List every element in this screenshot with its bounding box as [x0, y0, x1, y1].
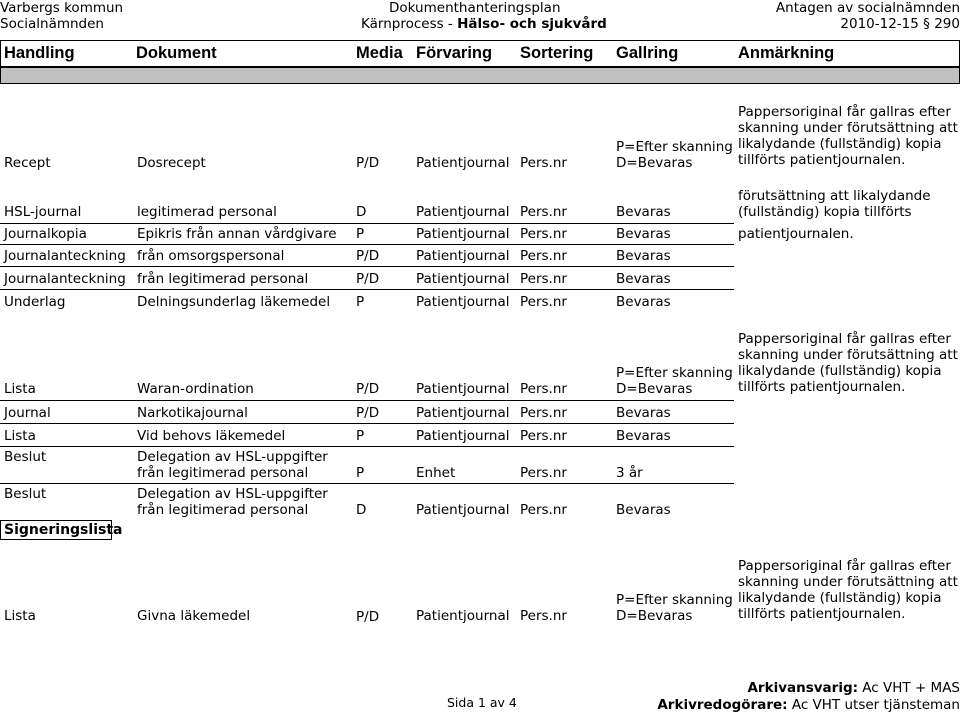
table-row-handling: Journalanteckning	[4, 248, 126, 264]
table-row-dokument: Delegation av HSL-uppgifter	[137, 486, 328, 502]
table-row-sortering: Pers.nr	[520, 381, 567, 397]
table-row-dokument: från omsorgspersonal	[137, 248, 285, 264]
table-row-sortering: Pers.nr	[520, 502, 567, 518]
table-row-dokument: Delegation av HSL-uppgifter	[137, 449, 328, 465]
doc-title: Dokumenthanteringsplan	[389, 0, 561, 16]
section-bar	[0, 67, 960, 84]
section-heading: Signeringslista	[4, 522, 123, 538]
table-row-dokument: Delningsunderlag läkemedel	[137, 294, 331, 310]
row-divider	[0, 223, 734, 224]
note-line: förutsättning att likalydande	[738, 188, 931, 204]
table-row-media: P/D	[356, 381, 380, 397]
table-row-media: P/D	[356, 248, 380, 264]
note-line: (fullständig) kopia tillförts	[738, 204, 912, 220]
table-row-sortering: Pers.nr	[520, 204, 567, 220]
table-row-media: P/D	[356, 609, 380, 625]
row-divider	[0, 244, 734, 245]
row-divider	[0, 266, 734, 267]
table-row-gallring: D=Bevaras	[616, 608, 693, 624]
table-row-dokument: Dosrecept	[137, 155, 206, 171]
table-row-handling: Journalanteckning	[4, 271, 126, 287]
note-line: skanning under förutsättning att	[738, 347, 958, 363]
table-row-gallring: Bevaras	[616, 226, 671, 242]
table-row-forvaring: Patientjournal	[416, 608, 510, 624]
table-row-sortering: Pers.nr	[520, 465, 567, 481]
table-row-forvaring: Patientjournal	[416, 294, 510, 310]
table-row-dokument: Narkotikajournal	[137, 405, 248, 421]
reporter-value: Ac VHT utser tjänsteman	[787, 697, 960, 713]
col-dokument: Dokument	[136, 44, 217, 62]
table-row-gallring: Bevaras	[616, 428, 671, 444]
section-number: 290	[934, 16, 960, 32]
table-row-media: P/D	[356, 155, 380, 171]
table-row-sortering: Pers.nr	[520, 226, 567, 242]
note-line: tillförts patientjournalen.	[738, 606, 906, 622]
table-row-forvaring: Enhet	[416, 465, 456, 481]
table-row-gallring: 3 år	[616, 465, 643, 481]
process-title	[361, 16, 607, 32]
table-row-media: D	[356, 502, 367, 518]
table-row-forvaring: Patientjournal	[416, 271, 510, 287]
table-row-dokument: Vid behovs läkemedel	[137, 428, 286, 444]
table-row-gallring: Bevaras	[616, 271, 671, 287]
table-row-handling: Lista	[4, 608, 36, 624]
table-row-media: P	[356, 428, 365, 444]
table-row-sortering: Pers.nr	[520, 405, 567, 421]
table-row-media: P/D	[356, 271, 380, 287]
owner-label: Arkivansvarig:	[747, 680, 859, 696]
archive-reporter	[657, 697, 960, 713]
note-line: Pappersoriginal får gallras efter	[738, 558, 951, 574]
unit-name: Socialnämnden	[0, 16, 104, 32]
table-row-gallring: P=Efter skanning	[616, 592, 733, 608]
table-row-handling: Journalkopia	[4, 226, 87, 242]
table-row-forvaring: Patientjournal	[416, 381, 510, 397]
table-row-dokument: legitimerad personal	[137, 204, 277, 220]
table-row-forvaring: Patientjournal	[416, 405, 510, 421]
row-divider	[0, 400, 734, 401]
table-row-media: P	[356, 226, 365, 242]
table-row-handling: Beslut	[4, 486, 47, 502]
note-line: likalydande (fullständig) kopia	[738, 590, 942, 606]
table-row-forvaring: Patientjournal	[416, 155, 510, 171]
table-row-gallring: Bevaras	[616, 204, 671, 220]
table-row-gallring: P=Efter skanning	[616, 365, 733, 381]
table-row-handling: Recept	[4, 155, 51, 171]
table-row-dokument: från legitimerad personal	[137, 502, 309, 518]
process-label: Kärnprocess -	[361, 16, 458, 32]
table-row-note	[738, 558, 958, 622]
col-media: Media	[356, 44, 403, 62]
table-row-forvaring: Patientjournal	[416, 226, 510, 242]
table-row-media: P	[356, 294, 365, 310]
table-row-sortering: Pers.nr	[520, 271, 567, 287]
table-row-forvaring: Patientjournal	[416, 204, 510, 220]
table-row-forvaring: Patientjournal	[416, 248, 510, 264]
note-line: tillförts patientjournalen.	[738, 152, 906, 168]
approval-date	[840, 16, 960, 32]
row-divider	[0, 289, 734, 290]
note-line: skanning under förutsättning att	[738, 120, 958, 136]
note-line: Pappersoriginal får gallras efter	[738, 331, 951, 347]
reporter-label: Arkivredogörare:	[657, 697, 788, 713]
table-row-note	[738, 188, 931, 220]
table-row-handling: Beslut	[4, 449, 47, 465]
note-line: tillförts patientjournalen.	[738, 379, 906, 395]
table-row-gallring: D=Bevaras	[616, 155, 693, 171]
table-row-gallring: Bevaras	[616, 248, 671, 264]
table-row-dokument: Waran-ordination	[137, 381, 254, 397]
org-name: Varbergs kommun	[0, 0, 124, 16]
table-row-sortering: Pers.nr	[520, 294, 567, 310]
date: 2010-12-15	[840, 16, 919, 32]
table-row-note: patientjournalen.	[738, 226, 854, 242]
table-row-handling: HSL-journal	[4, 204, 82, 220]
table-row-sortering: Pers.nr	[520, 608, 567, 624]
note-line: likalydande (fullständig) kopia	[738, 136, 942, 152]
table-row-forvaring: Patientjournal	[416, 502, 510, 518]
table-row-note	[738, 104, 958, 168]
col-sortering: Sortering	[520, 44, 594, 62]
table-row-dokument: från legitimerad personal	[137, 465, 309, 481]
table-row-dokument: från legitimerad personal	[137, 271, 309, 287]
page-number: Sida 1 av 4	[447, 695, 517, 710]
table-row-gallring: Bevaras	[616, 405, 671, 421]
table-row-handling: Lista	[4, 381, 36, 397]
table-row-handling: Lista	[4, 428, 36, 444]
note-line: Pappersoriginal får gallras efter	[738, 104, 951, 120]
table-row-gallring: Bevaras	[616, 502, 671, 518]
table-row-media: D	[356, 204, 367, 220]
table-row-sortering: Pers.nr	[520, 248, 567, 264]
approval-text: Antagen av socialnämnden	[775, 0, 960, 16]
process-name: Hälso- och sjukvård	[457, 16, 607, 32]
table-row-gallring: D=Bevaras	[616, 381, 693, 397]
table-row-gallring: Bevaras	[616, 294, 671, 310]
table-row-media: P/D	[356, 405, 380, 421]
section-symbol: §	[923, 16, 930, 32]
row-divider	[0, 446, 734, 447]
col-gallring: Gallring	[616, 44, 679, 62]
owner-value: Ac VHT + MAS	[858, 680, 960, 696]
table-row-dokument: Epikris från annan vårdgivare	[137, 226, 337, 242]
col-handling: Handling	[4, 44, 75, 62]
table-row-gallring: P=Efter skanning	[616, 139, 733, 155]
row-divider	[0, 483, 734, 484]
row-divider	[0, 423, 734, 424]
table-row-dokument: Givna läkemedel	[137, 608, 251, 624]
note-line: likalydande (fullständig) kopia	[738, 363, 942, 379]
table-row-handling: Journal	[4, 405, 51, 421]
col-anmarkning: Anmärkning	[738, 44, 835, 62]
table-row-handling: Underlag	[4, 294, 66, 310]
table-row-sortering: Pers.nr	[520, 428, 567, 444]
archive-owner	[747, 680, 960, 696]
table-row-forvaring: Patientjournal	[416, 428, 510, 444]
table-row-note	[738, 331, 958, 395]
col-forvaring: Förvaring	[416, 44, 493, 62]
note-line: skanning under förutsättning att	[738, 574, 958, 590]
table-row-media: P	[356, 465, 365, 481]
table-row-sortering: Pers.nr	[520, 155, 567, 171]
